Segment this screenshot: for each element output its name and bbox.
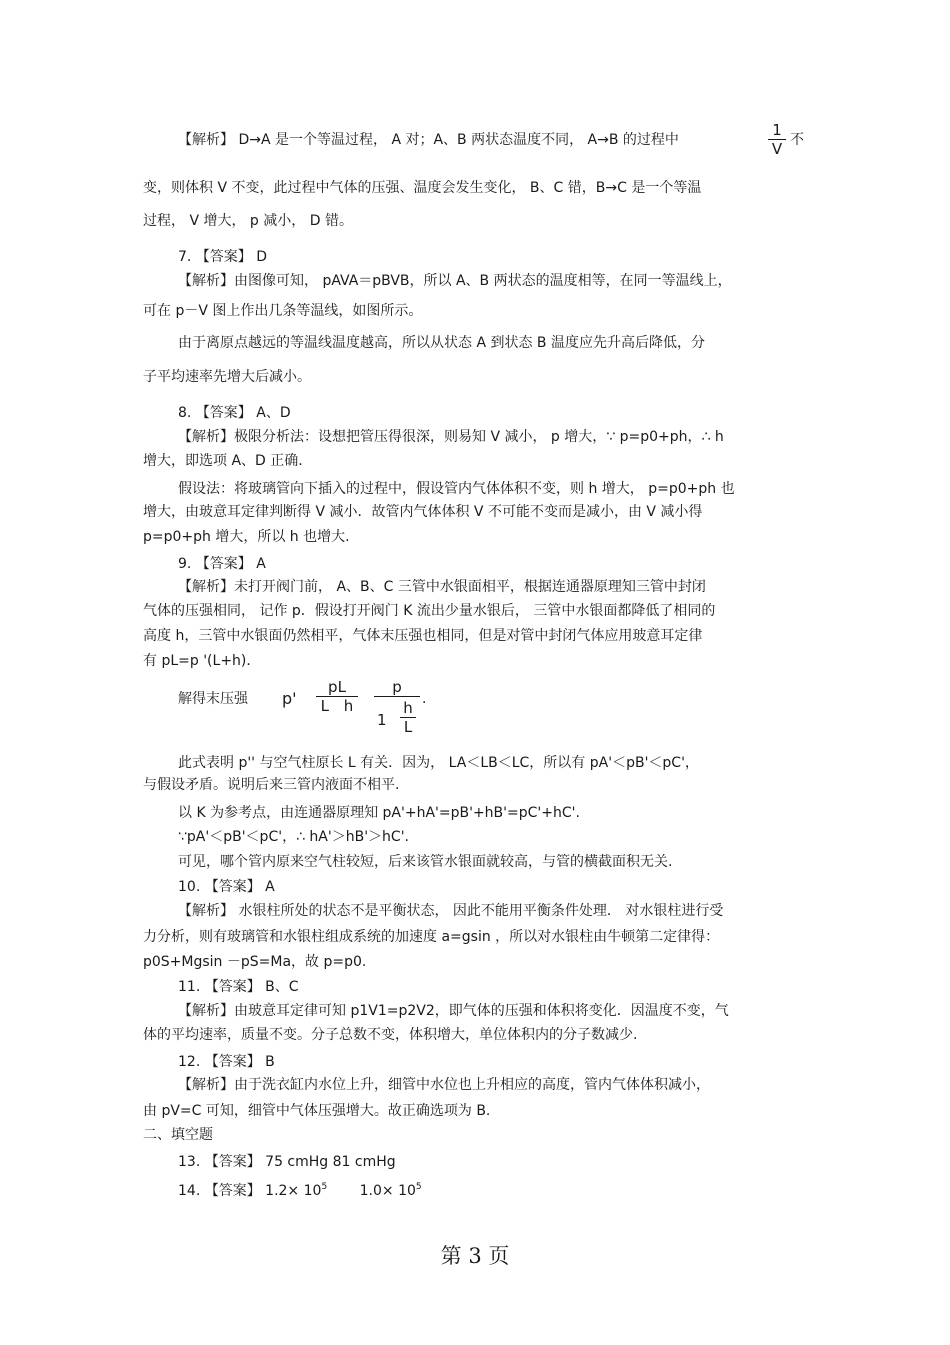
answer-heading: 8. 【答案】 A、D [178, 405, 291, 421]
line: 不 [790, 132, 804, 148]
answer-heading: 10. 【答案】 A [178, 879, 275, 895]
fraction-p [374, 678, 420, 741]
answer-heading [178, 1178, 422, 1200]
frac-num: p [392, 678, 402, 696]
line: 增大，由玻意耳定律判断得 V 减小．故管内气体体积 V 不可能不变而是减小，由 V 减小得 [143, 504, 703, 520]
equation: p' [282, 689, 297, 708]
line: 以 K 为参考点，由连通器原理知 pA'+hA'=pB'+hB'=pC'+hC'. [178, 805, 580, 821]
line: 【解析】 D→A 是一个等温过程， A 对；A、B 两状态温度不同， A→B 的过程中 [178, 132, 679, 148]
frac-num: pL [328, 678, 346, 696]
line: 【解析】极限分析法：设想把管压得很深，则易知 V 减小， p 增大，∵ p=p0+ph，∴ h [178, 429, 724, 445]
line: 由 pV=C 可知，细管中气体压强增大。故正确选项为 B. [143, 1103, 491, 1119]
line: 此式表明 p'' 与空气柱原长 L 有关．因为， LA＜LB＜LC，所以有 pA'＜pB'＜pC'， [178, 755, 699, 771]
line: 变，则体积 V 不变，此过程中气体的压强、温度会发生变化， B、C 错，B→C 是一个等温 [143, 180, 702, 196]
line: 假设法：将玻璃管向下插入的过程中，假设管内气体体积不变，则 h 增大， p=p0+ph 也 [178, 481, 735, 497]
answer-text: 14. 【答案】 1.2× 10 [178, 1183, 322, 1199]
inner-num: h [403, 699, 413, 717]
line: 过程， V 增大， p 减小， D 错。 [143, 213, 353, 229]
frac-den: L h [316, 696, 358, 715]
inner-fraction [400, 699, 416, 736]
section-heading: 二、填空题 [143, 1127, 213, 1143]
line: 【解析】未打开阀门前， A、B、C 三管中水银面相平，根据连通器原理知三管中封闭 [178, 579, 706, 595]
line: 力分析，则有玻璃管和水银柱组成系统的加速度 a=gsin ，所以对水银柱由牛顿第二定律得： [143, 929, 720, 945]
line: 高度 h，三管中水银面仍然相平，气体末压强也相同，但是对管中封闭气体应用玻意耳定律 [143, 628, 703, 644]
period: . [422, 691, 427, 707]
frac-one: 1 [377, 711, 387, 729]
answer-heading: 11. 【答案】 B、C [178, 979, 299, 995]
line: p0S+Mgsin －pS=Ma，故 p=p0. [143, 954, 367, 970]
fraction-pl [316, 678, 358, 715]
frac-num: 1 [772, 121, 782, 139]
answer-heading: 13. 【答案】 75 cmHg 81 cmHg [178, 1154, 396, 1170]
line: 体的平均速率，质量不变。分子总数不变，体积增大，单位体积内的分子数减少. [143, 1027, 638, 1043]
line: 【解析】由玻意耳定律可知 p1V1=p2V2，即气体的压强和体积将变化．因温度不变，气 [178, 1003, 729, 1019]
line: p=p0+ph 增大，所以 h 也增大. [143, 529, 350, 545]
page-footer: 第 3 页 [440, 1244, 510, 1268]
exponent: 5 [415, 1182, 422, 1192]
fraction-1-over-v [768, 121, 786, 158]
line: 可在 p－V 图上作出几条等温线，如图所示。 [143, 303, 423, 319]
exponent: 5 [321, 1182, 328, 1192]
line: 可见，哪个管内原来空气柱较短，后来该管水银面就较高，与管的横截面积无关. [178, 854, 673, 870]
line: 【解析】 水银柱所处的状态不是平衡状态， 因此不能用平衡条件处理． 对水银柱进行受 [178, 903, 724, 919]
line: 有 pL=p '(L+h)． [143, 653, 261, 669]
answer-heading: 7. 【答案】 D [178, 249, 268, 265]
frac-den [374, 696, 420, 741]
answer-heading: 9. 【答案】 A [178, 556, 266, 572]
line: 解得末压强 [178, 691, 248, 707]
line: 子平均速率先增大后减小。 [143, 369, 311, 385]
answer-text: 1.0× 10 [359, 1183, 416, 1199]
answer-heading: 12. 【答案】 B [178, 1054, 275, 1070]
line: 【解析】由于洗衣缸内水位上升，细管中水位也上升相应的高度，管内气体体积减小， [178, 1077, 710, 1093]
line: 气体的压强相同， 记作 p．假设打开阀门 K 流出少量水银后， 三管中水银面都降低了相同的 [143, 603, 716, 619]
line: 增大，即选项 A、D 正确. [143, 453, 303, 469]
frac-den: V [768, 139, 786, 158]
line: 与假设矛盾。说明后来三管内液面不相平. [143, 777, 400, 793]
line: 由于离原点越远的等温线温度越高，所以从状态 A 到状态 B 温度应先升高后降低，分 [178, 335, 705, 351]
line: ∵pA'＜pB'＜pC'，∴ hA'＞hB'＞hC'. [178, 829, 409, 845]
inner-den: L [400, 717, 416, 736]
line: 【解析】由图像可知， pAVA＝pBVB，所以 A、B 两状态的温度相等，在同一等温线上， [178, 273, 732, 289]
